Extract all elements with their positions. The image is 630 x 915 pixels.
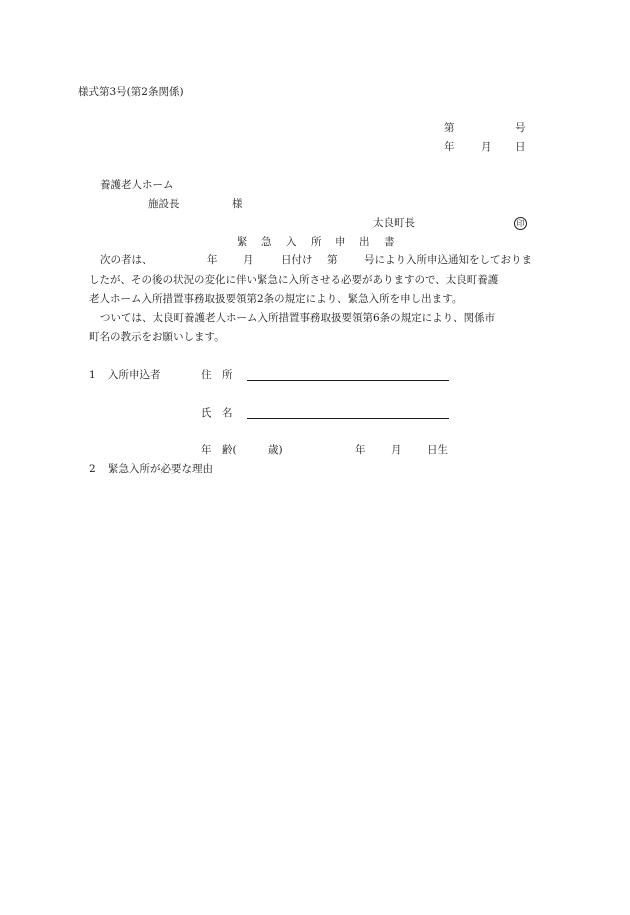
name-field[interactable] bbox=[247, 418, 449, 419]
body-line1-month: 月 bbox=[243, 254, 254, 266]
body-line2: したが、その後の状況の変化に伴い緊急に入所させる必要がありますので、太良町養護 bbox=[89, 274, 499, 286]
doc-number-prefix: 第 bbox=[444, 122, 455, 134]
body-line1-start: 次の者は、 bbox=[100, 254, 153, 266]
title-char: 書 bbox=[384, 236, 395, 248]
birth-day: 日生 bbox=[427, 444, 448, 456]
name-label: 氏 名 bbox=[201, 407, 233, 419]
title-char: 所 bbox=[311, 236, 322, 248]
section2-label: 緊急入所が必要な理由 bbox=[108, 463, 213, 475]
doc-number-suffix: 号 bbox=[515, 122, 526, 134]
body-line4: ついては、太良町養護老人ホーム入所措置事務取扱要領第6条の規定により、関係市 bbox=[100, 312, 496, 324]
body-line1-dayref: 日付け bbox=[281, 254, 313, 266]
form-number: 様式第3号(第2条関係) bbox=[78, 86, 184, 98]
seal-mark bbox=[514, 217, 527, 230]
addressee-facility: 養護老人ホーム bbox=[100, 179, 174, 191]
section1-label: 入所申込者 bbox=[108, 369, 161, 381]
title-char: 入 bbox=[286, 236, 297, 248]
date-year: 年 bbox=[444, 141, 455, 153]
age-unit: 歳) bbox=[268, 444, 283, 456]
date-month: 月 bbox=[481, 141, 492, 153]
birth-month: 月 bbox=[391, 444, 402, 456]
age-label: 年 齢( bbox=[201, 444, 237, 456]
body-line3: 老人ホーム入所措置事務取扱要領第2条の規定により、緊急入所を申し出ます。 bbox=[89, 293, 463, 305]
addressee-honorific: 様 bbox=[232, 198, 243, 210]
addressee-head: 施設長 bbox=[148, 198, 180, 210]
title-char: 申 bbox=[335, 236, 346, 248]
date-day: 日 bbox=[515, 141, 526, 153]
address-field[interactable] bbox=[247, 380, 449, 381]
sender-name: 太良町長 bbox=[373, 217, 415, 229]
seal-char: 印 bbox=[516, 218, 525, 228]
body-line1-year: 年 bbox=[207, 254, 218, 266]
body-line1-rest: 号により入所申込通知をしておりま bbox=[364, 254, 532, 266]
document-title bbox=[237, 237, 395, 248]
section1-number: 1 bbox=[89, 369, 96, 381]
section2-number: 2 bbox=[89, 463, 96, 475]
birth-year: 年 bbox=[355, 444, 366, 456]
body-line5: 町名の教示をお願いします。 bbox=[89, 331, 225, 343]
title-char: 急 bbox=[261, 236, 272, 248]
body-line1-noprefix: 第 bbox=[327, 254, 338, 266]
title-char: 緊 bbox=[237, 236, 248, 248]
title-char: 出 bbox=[359, 236, 370, 248]
address-label: 住 所 bbox=[201, 369, 233, 381]
